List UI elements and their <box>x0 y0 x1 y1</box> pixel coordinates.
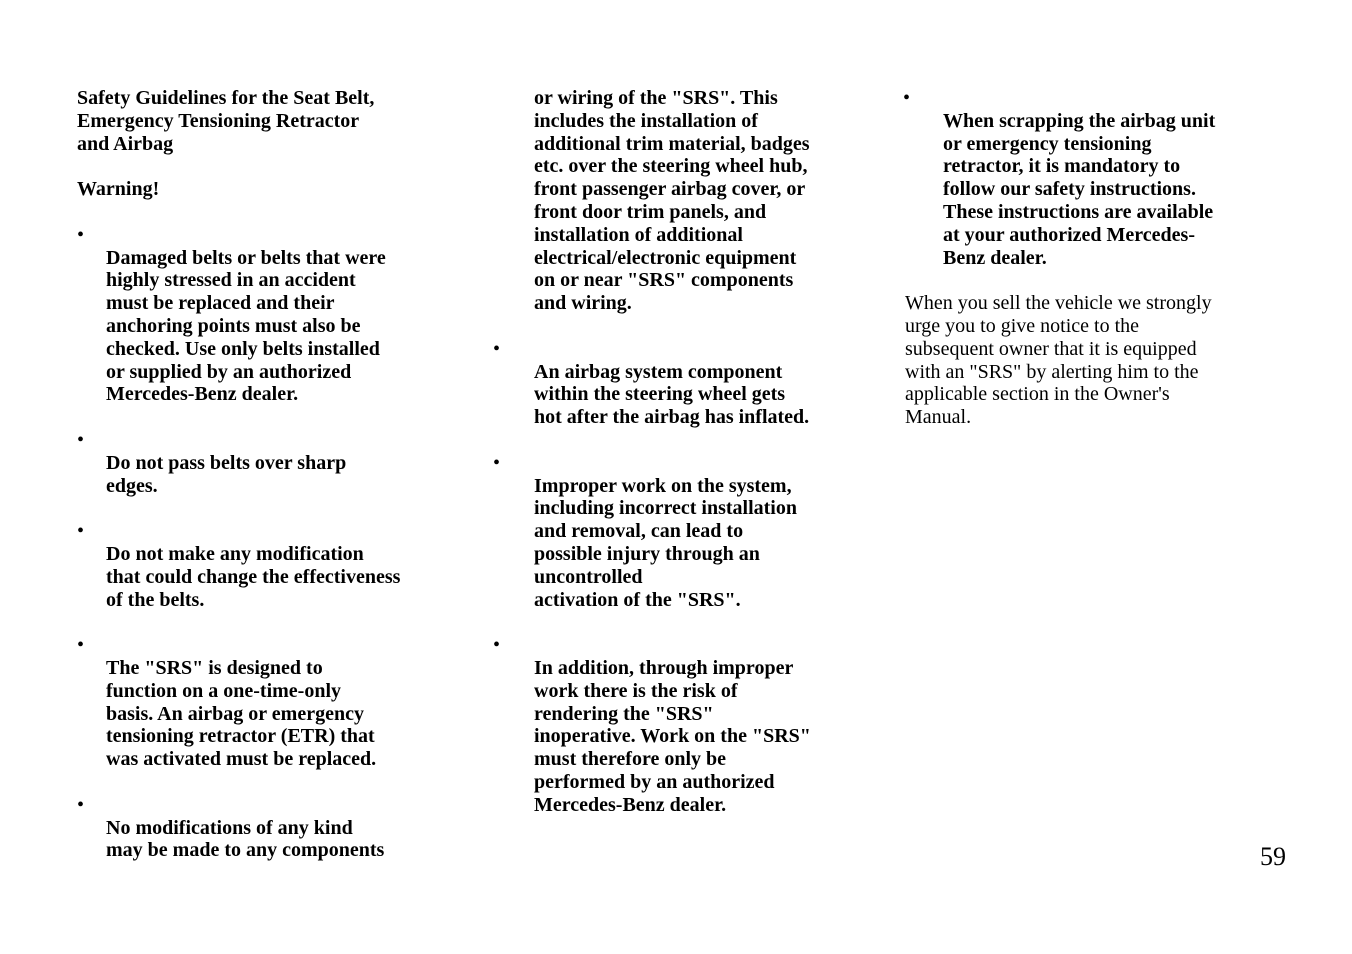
list-item <box>490 634 870 816</box>
column-2 <box>490 87 870 839</box>
list-item <box>490 338 870 429</box>
column-3 <box>900 87 1270 429</box>
list-item <box>490 452 870 612</box>
list-item-continuation: or wiring of the "SRS". This includes the installation of additional trim material, badges etc. over the steering wheel hub, front passenger airbag cover, or front door trim panels, and installation of additional electrical/electronic equipment on or near "SRS" components and wiring. <box>534 87 810 315</box>
bullet-icon: • <box>77 793 85 816</box>
resale-notice-paragraph: When you sell the vehicle we strongly urge you to give notice to the subsequent owner that it is equipped with an "SRS" by alerting him to the applicable section in the Owner's Manual. <box>905 292 1212 429</box>
list-item-text: In addition, through improper work there is the risk of rendering the "SRS" inoperative. Work on the "SRS" must therefore only be performed by an authorized Mercedes-Benz dealer. <box>534 656 811 816</box>
bullet-icon: • <box>77 428 85 451</box>
list-item <box>77 429 457 497</box>
list-item <box>77 520 457 611</box>
list-item-text: No modifications of any kind may be made to any components <box>106 816 385 862</box>
list-item-text: Damaged belts or belts that were highly stressed in an accident must be replaced and their anchoring points must also be checked. Use only belts installed or supplied by an authorized Mercedes-Benz dealer. <box>106 246 386 406</box>
list-item <box>900 87 1270 269</box>
warning-label: Warning! <box>77 178 160 201</box>
page-number: 59 <box>1260 842 1286 871</box>
list-item-text: Do not pass belts over sharp edges. <box>106 451 347 497</box>
bullet-icon: • <box>77 223 85 246</box>
list-item <box>77 794 457 862</box>
bullet-icon: • <box>903 87 911 109</box>
list-item-text: Improper work on the system, including incorrect installation and removal, can lead to possible injury through an uncontrolled activation of the "SRS". <box>534 474 797 611</box>
list-item-text: Do not make any modification that could change the effectiveness of the belts. <box>106 542 401 611</box>
bullet-icon: • <box>77 634 85 657</box>
bullet-icon: • <box>77 520 85 543</box>
list-item <box>77 224 457 406</box>
list-item-text: When scrapping the airbag unit or emergency tensioning retractor, it is mandatory to follow our safety instructions. These instructions are available at your authorized Mercedes- Benz dealer. <box>943 109 1216 269</box>
list-item-text: An airbag system component within the steering wheel gets hot after the airbag has inflated. <box>534 360 810 429</box>
column-1 <box>77 87 457 885</box>
list-item <box>77 634 457 771</box>
section-heading: Safety Guidelines for the Seat Belt, Emergency Tensioning Retractor and Airbag <box>77 87 375 155</box>
list-item-text: The "SRS" is designed to function on a one-time-only basis. An airbag or emergency tensioning retractor (ETR) that was activated must be replaced. <box>106 656 377 771</box>
bullet-icon: • <box>493 337 501 360</box>
bullet-icon: • <box>493 634 501 657</box>
bullet-icon: • <box>493 451 501 474</box>
